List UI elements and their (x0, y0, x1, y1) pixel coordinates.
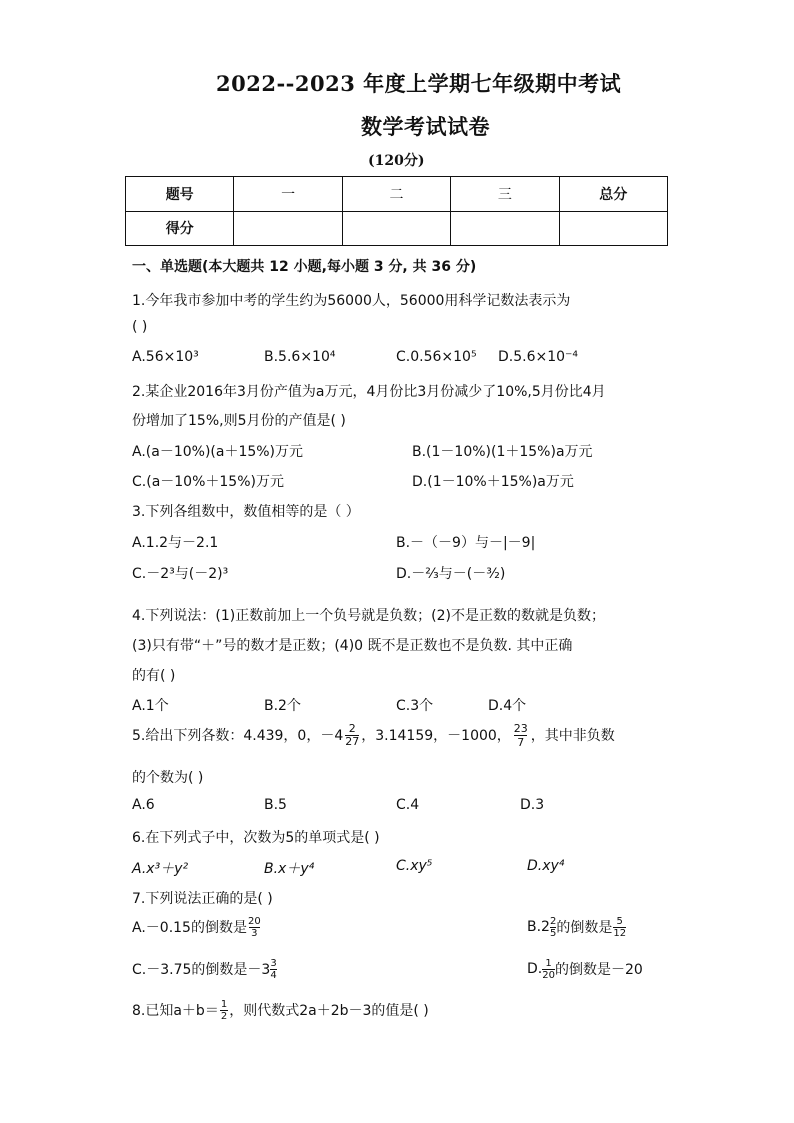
q2-option-a: A.(a－10%)(a＋15%)万元 (132, 444, 304, 460)
q7-option-b-pre: B.2 (527, 919, 550, 935)
score-input-2[interactable] (342, 211, 450, 246)
q1-option-b: B.5.6×10⁴ (264, 349, 336, 365)
q6-stem: 6.在下列式子中，次数为5的单项式是( ) (132, 830, 380, 846)
score-table (125, 176, 668, 246)
q3-option-c: C.－2³与(－2)³ (132, 566, 229, 582)
q7-option-d-pre: D. (527, 961, 543, 977)
q3-option-a: A.1.2与－2.1 (132, 535, 219, 551)
q2-option-d: D.(1－10%＋15%)a万元 (412, 474, 574, 490)
q7-option-d-post: 的倒数是－20 (554, 962, 643, 978)
q1-option-a: A.56×10³ (132, 349, 199, 365)
exam-title: 2022--2023 年度上学期七年级期中考试 (216, 71, 622, 96)
score-cell-section1: 一 (234, 177, 342, 212)
q8-stem-post: ，则代数式2a＋2b－3的值是( ) (229, 1003, 429, 1019)
q6-option-d: D.xy⁴ (527, 858, 565, 874)
q5-fraction-numerator: 23 (513, 721, 528, 735)
q2-option-b: B.(1－10%)(1＋15%)a万元 (412, 444, 593, 460)
q5-option-b: B.5 (264, 797, 287, 813)
q8-numerator: 1 (220, 998, 228, 1010)
score-cell-label: 题号 (126, 177, 234, 212)
score-input-total[interactable] (559, 211, 667, 246)
q7-a-denominator: 3 (251, 927, 258, 939)
score-input-3[interactable] (451, 211, 559, 246)
q3-option-d: D.－²⁄₃与－(－³⁄₂) (396, 566, 506, 582)
q7-c-numerator: 3 (270, 957, 277, 969)
q5-stem-line1 (132, 716, 615, 754)
q1-option-c: C.0.56×10⁵ (396, 349, 477, 365)
q7-b-denominator: 12 (613, 927, 627, 939)
q4-option-d: D.4个 (488, 698, 527, 714)
score-row-label: 得分 (126, 211, 234, 246)
q8-stem (132, 993, 429, 1027)
q5-option-a: A.6 (132, 797, 155, 813)
q7-option-a-text: A.－0.15的倒数是 (132, 920, 247, 936)
q5-mixed-fraction (345, 723, 359, 748)
q7-b-numerator: 5 (616, 915, 623, 927)
q7-option-d (527, 952, 643, 986)
q5-stem-post: ，其中非负数 (530, 728, 615, 744)
score-cell-section3: 三 (451, 177, 559, 212)
q1-option-d: D.5.6×10⁻⁴ (498, 349, 579, 365)
q5-stem-pre: 5.给出下列各数：4.439，0，－4 (132, 728, 344, 744)
q7-c-denominator: 4 (270, 969, 277, 981)
q8-fraction (220, 999, 228, 1022)
q7-option-a-fraction (248, 916, 261, 939)
q7-option-b (527, 910, 626, 944)
q5-mixed-denominator: 27 (345, 734, 360, 748)
q7-a-numerator: 20 (247, 915, 261, 927)
score-cell-total: 总分 (559, 177, 667, 212)
q1-blank: ( ) (132, 319, 148, 335)
q5-fraction (514, 722, 528, 749)
score-table-score-row (126, 211, 668, 246)
q5-fraction-denominator: 7 (514, 735, 527, 749)
q6-option-c: C.xy⁵ (396, 858, 433, 874)
q5-stem-mid: ，3.14159，－1000， (361, 728, 511, 744)
q4-option-b: B.2个 (264, 698, 301, 714)
q3-option-b: B.－（－9）与－|－9| (396, 535, 536, 551)
q7-b-mixed-numerator: 2 (549, 915, 557, 927)
q2-option-c: C.(a－10%＋15%)万元 (132, 474, 284, 490)
total-score: (120分) (368, 153, 425, 169)
q7-option-c-text: C.－3.75的倒数是－3 (132, 962, 271, 978)
score-cell-section2: 二 (342, 177, 450, 212)
q8-denominator: 2 (220, 1010, 228, 1022)
q5-stem-line2: 的个数为( ) (132, 770, 204, 786)
q1-stem: 1.今年我市参加中考的学生约为56000人，56000用科学记数法表示为 (132, 293, 571, 309)
q4-option-c: C.3个 (396, 698, 434, 714)
q6-option-b: B.x＋y⁴ (264, 861, 315, 877)
q6-option-a: A.x³＋y² (132, 861, 189, 877)
q3-stem: 3.下列各组数中，数值相等的是（ ） (132, 504, 360, 520)
q5-option-c: C.4 (396, 797, 420, 813)
q4-option-a: A.1个 (132, 698, 169, 714)
q7-stem: 7.下列说法正确的是( ) (132, 891, 273, 907)
score-table-header-row (126, 177, 668, 212)
q7-option-b-mid: 的倒数是 (556, 920, 613, 936)
q7-d-denominator: 20 (542, 969, 555, 981)
q5-mixed-numerator: 2 (348, 721, 356, 735)
q7-option-a (132, 910, 261, 944)
q8-stem-pre: 8.已知a＋b＝ (132, 1003, 219, 1019)
q4-stem-line2: (3)只有带“＋”号的数才是正数；(4)0 既不是正数也不是负数. 其中正确 (132, 638, 573, 654)
q7-option-c-fraction (270, 958, 276, 981)
q7-option-c (132, 952, 277, 986)
q5-option-d: D.3 (520, 797, 545, 813)
section-heading: 一、单选题(本大题共 12 小题,每小题 3 分, 共 36 分) (132, 259, 477, 275)
q4-stem-line3: 的有( ) (132, 668, 176, 684)
q2-stem-line1: 2.某企业2016年3月份产值为a万元，4月份比3月份减少了10%,5月份比4月 (132, 384, 606, 400)
score-input-1[interactable] (234, 211, 342, 246)
q7-option-b-fraction (613, 916, 626, 939)
q7-d-numerator: 1 (545, 957, 552, 969)
q4-stem-line1: 4.下列说法：(1)正数前加上一个负号就是负数；(2)不是正数的数就是负数； (132, 608, 606, 624)
q2-stem-line2: 份增加了15%,则5月份的产值是( ) (132, 413, 346, 429)
exam-subtitle: 数学考试试卷 (361, 114, 490, 139)
q7-option-d-fraction (542, 958, 555, 981)
q7-b-mixed-denominator: 5 (549, 927, 557, 939)
